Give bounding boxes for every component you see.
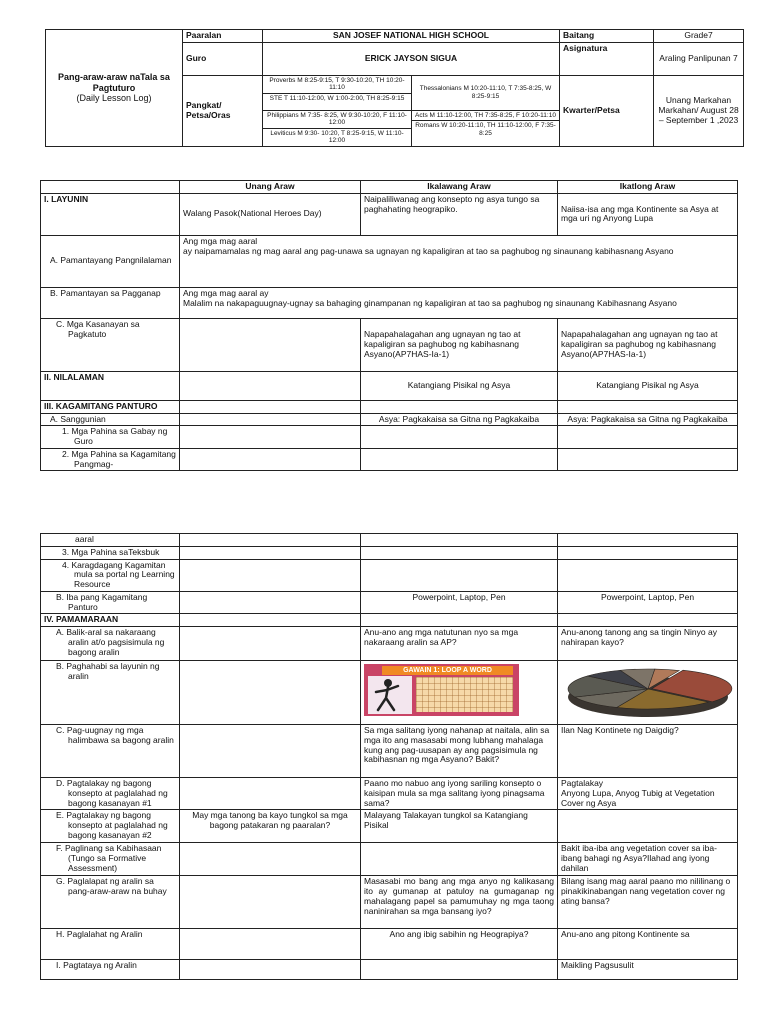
- pie-chart-image: [561, 662, 735, 720]
- pagtataya-d3: Maikling Pagsusulit: [558, 960, 738, 980]
- letter-grid: [416, 677, 513, 712]
- pagtalakay1-label-text: D. Pagtalakay ng bagong konsepto at paglalahad ng bagong kasanayan #1: [56, 778, 168, 808]
- teksbuk-d2: [361, 546, 558, 559]
- paghahabi-d2: [361, 661, 558, 725]
- pagtalakay1-label: [41, 778, 180, 810]
- paglalahat-label-text: H. Paglalahat ng Aralin: [56, 929, 143, 940]
- paglalahat-d2: Ano ang ibig sabihin ng Heograpiya?: [361, 929, 558, 960]
- nilalaman-d1: [180, 371, 361, 400]
- balik-aral-label: [41, 627, 180, 661]
- layunin-d2: Naipaliliwanag ang konsepto ng asya tungo sa paghahating heograpiko.: [361, 193, 558, 235]
- iba-pang-label: [41, 591, 180, 614]
- schedule-acts: Acts M 11:10-12:00, TH 7:35-8:25, F 10:20-11:10: [412, 111, 559, 121]
- pag-uugnay-d3: Ilan Nag Kontinete ng Daigdig?: [558, 725, 738, 778]
- schedule-proverbs-ste: [263, 75, 412, 110]
- layunin-d1: Walang Pasok(National Heroes Day): [180, 193, 361, 235]
- paglalahat-label: [41, 929, 180, 960]
- pagtalakay2-d1: May mga tanong ba kayo tungkol sa mga bagong patakaran ng paaralan?: [180, 810, 361, 843]
- sanggunian-d3: Asya: Pagkakaisa sa Gitna ng Pagkakaiba: [558, 413, 738, 426]
- kabihasaan-d1: [180, 843, 361, 876]
- aaral-d3: [558, 534, 738, 547]
- pamantayang-line2: ay naipamamalas ng mag aaral ang pag-unawa sa ugnayan ng kapaligiran at tao sa paghubog ng sinaunang kabihasnang Asyano: [183, 245, 674, 256]
- paaralan-label: Paaralan: [183, 30, 263, 43]
- kagamitan-label: III. KAGAMITANG PANTURO: [41, 400, 180, 413]
- iba-pang-label-text: B. Iba pang Kagamitang Panturo: [56, 591, 148, 612]
- dll-subtitle: (Daily Lesson Log): [76, 93, 152, 104]
- paghahabi-label: [41, 661, 180, 725]
- aaral-label: aaral: [41, 534, 180, 547]
- baitang-label: Baitang: [560, 30, 654, 43]
- schedule-philippians-leviticus: [263, 110, 412, 146]
- kabihasaan-label: [41, 843, 180, 876]
- loop-a-word-title: GAWAIN 1: LOOP A WORD: [382, 666, 513, 675]
- figure-icon: [368, 676, 412, 714]
- pagganap-line1: Ang mga mag aaral ay: [183, 287, 269, 298]
- kabihasaan-d3: Bakit iba-iba ang vegetation cover sa iba-ibang bahagi ng Asya?Ilahad ang iyong dahilan: [558, 843, 738, 876]
- kasanayan-d2: Napapahalagahan ang ugnayan ng tao at kapaligiran sa paghubog ng kabihasnang Asyano(AP7HAS-Ia-1): [361, 318, 558, 371]
- dll-title-cell: [46, 30, 183, 147]
- kasanayan-d1: [180, 318, 361, 371]
- iba-pang-d2: Powerpoint, Laptop, Pen: [361, 591, 558, 614]
- aaral-d2: [361, 534, 558, 547]
- pamantayang-label-text: A. Pamantayang Pangnilalaman: [50, 255, 172, 266]
- loop-a-word-image: [364, 664, 519, 716]
- pahina-guro-d1: [180, 426, 361, 449]
- pahina-guro-label: [41, 426, 180, 449]
- sanggunian-label-text: A. Sanggunian: [50, 413, 106, 424]
- pagtataya-label: [41, 960, 180, 980]
- pahina-kagamitan-label: [41, 448, 180, 471]
- schedule-leviticus: Leviticus M 9:30- 10:20, T 8:25-9:15, W 11:10-12:00: [270, 129, 404, 145]
- karagdagang-d1: [180, 559, 361, 591]
- col-ikatlong-araw: Ikatlong Araw: [558, 181, 738, 194]
- pamamaraan-label: IV. PAMAMARAAN: [41, 614, 180, 627]
- pagganap-content: [180, 287, 738, 318]
- paglalapat-label: [41, 876, 180, 929]
- pagtalakay1-d1: [180, 778, 361, 810]
- kagamitan-d1: [180, 400, 361, 413]
- kasanayan-label-text: C. Mga Kasanayan sa Pagkatuto: [56, 318, 140, 339]
- kagamitan-d2: [361, 400, 558, 413]
- schedule-thessalonians: Thessalonians M 10:20-11:10, T 7:35-8:25, W 8:25-9:15: [412, 75, 560, 110]
- paaralan-value: SAN JOSEF NATIONAL HIGH SCHOOL: [263, 30, 560, 43]
- kwarter-label: Kwarter/Petsa: [560, 75, 654, 146]
- pagtataya-d2: [361, 960, 558, 980]
- sanggunian-d1: [180, 413, 361, 426]
- pagganap-label: [41, 287, 180, 318]
- iba-pang-d3: Powerpoint, Laptop, Pen: [558, 591, 738, 614]
- asignatura-label: Asignatura: [560, 42, 654, 75]
- paglalapat-d3: Bilang isang mag aaral paano mo nililinang o pinakikinabangan nang vegetation cover ng ating bansa?: [558, 876, 738, 929]
- karagdagang-label: [41, 559, 180, 591]
- balik-aral-label-text: A. Balik-aral sa nakaraang aralin at/o pagsisimula ng bagong aralin: [56, 627, 165, 657]
- pag-uugnay-label-text: C. Pag-uugnay ng mga halimbawa sa bagong aralin: [56, 725, 174, 745]
- pahina-guro-d3: [558, 426, 738, 449]
- pamantayang-label: [41, 235, 180, 287]
- kwarter-value: Unang Markahan Markahan/ August 28 – September 1 ,2023: [654, 75, 744, 146]
- pagtalakay2-d2: Malayang Talakayan tungkol sa Katangiang Pisikal: [361, 810, 558, 843]
- asignatura-value: Araling Panlipunan 7: [654, 42, 744, 75]
- kasanayan-label: [41, 318, 180, 371]
- pagtalakay2-label: [41, 810, 180, 843]
- pamamaraan-d1: [180, 614, 361, 627]
- guro-value: ERICK JAYSON SIGUA: [263, 42, 560, 75]
- pangkat-label: Pangkat/ Petsa/Oras: [183, 75, 263, 146]
- pagtalakay1-d2: Paano mo nabuo ang iyong sariling konsepto o kaisipan mula sa mga salitang iyong pinagsama sama?: [361, 778, 558, 810]
- balik-aral-d3: Anu-anong tanong ang sa tingin Ninyo ay nahirapan kayo?: [558, 627, 738, 661]
- balik-aral-d2: Anu-ano ang mga natutunan nyo sa mga nakaraang aralin sa AP?: [361, 627, 558, 661]
- pamantayang-content: [180, 235, 738, 287]
- paghahabi-d1: [180, 661, 361, 725]
- balik-aral-d1: [180, 627, 361, 661]
- pahina-guro-d2: [361, 426, 558, 449]
- worksheet-figure-panel: [368, 676, 412, 714]
- pagtataya-d1: [180, 960, 361, 980]
- karagdagang-d2: [361, 559, 558, 591]
- pag-uugnay-d2: Sa mga salitang iyong nahanap at naitala, alin sa mga ito ang masasabi mong lubhang mahalaga kung ang pag-uusapan ay ang pagsisimula ng kabihasnan ng mga Asyano? Bakit?: [361, 725, 558, 778]
- paglalapat-label-text: G. Paglalapat ng aralin sa pang-araw-araw na buhay: [56, 876, 167, 897]
- aaral-d1: [180, 534, 361, 547]
- karagdagang-d3: [558, 559, 738, 591]
- pamamaraan-d2: [361, 614, 558, 627]
- kabihasaan-d2: [361, 843, 558, 876]
- schedule-philippians: Philippians M 7:35- 8:25, W 9:30-10:20, F 11:10-12:00: [263, 111, 411, 129]
- guro-label: Guro: [183, 42, 263, 75]
- pahina-kagamitan-d3: [558, 448, 738, 471]
- pagtalakay2-label-text: E. Pagtalakay ng bagong konsepto at paglalahad ng bagong kasanayan #2: [56, 810, 168, 840]
- pahina-guro-label-text: 1. Mga Pahina sa Gabay ng Guro: [62, 426, 168, 447]
- pagganap-label-text: B. Pamantayan sa Pagganap: [50, 287, 161, 298]
- baitang-value: Grade7: [654, 30, 744, 43]
- sanggunian-d2: Asya: Pagkakaisa sa Gitna ng Pagkakaiba: [361, 413, 558, 426]
- paglalapat-d1: [180, 876, 361, 929]
- dll-title: Pang-araw-araw naTala sa Pagtuturo: [58, 72, 170, 93]
- nilalaman-label: II. NILALAMAN: [41, 371, 180, 400]
- paglalahat-d3: Anu-ano ang pitong Kontinente sa: [558, 929, 738, 960]
- teksbuk-d3: [558, 546, 738, 559]
- pagtalakay1-d3-line1: Pagtalakay: [561, 778, 604, 789]
- col-unang-araw: Unang Araw: [180, 181, 361, 194]
- pag-uugnay-d1: [180, 725, 361, 778]
- schedule-acts-romans: [412, 110, 560, 146]
- schedule-proverbs: Proverbs M 8:25-9:15, T 9:30-10:20, TH 10:20-11:10: [263, 76, 411, 94]
- lesson-table-part2: [40, 533, 738, 980]
- paghahabi-label-text: B. Paghahabi sa layunin ng aralin: [56, 661, 160, 681]
- header-table: [45, 29, 744, 147]
- kasanayan-d3: Napapahalagahan ang ugnayan ng tao at kapaligiran sa paghubog ng kabihasnang Asyano(AP7HAS-Ia-1): [558, 318, 738, 371]
- teksbuk-d1: [180, 546, 361, 559]
- teksbuk-label-text: 3. Mga Pahina saTeksbuk: [62, 546, 160, 557]
- blank-header: [41, 181, 180, 194]
- schedule-ste: STE T 11:10-12:00, W 1:00-2:00, TH 8:25-9:15: [269, 94, 405, 102]
- layunin-d3: Naiisa-isa ang mga Kontinente sa Asya at mga uri ng Anyong Lupa: [558, 193, 738, 235]
- nilalaman-d2: Katangiang Pisikal ng Asya: [361, 371, 558, 400]
- schedule-romans: Romans W 10:20-11:10, TH 11:10-12:00, F 7:35-8:25: [415, 122, 556, 137]
- sanggunian-label: [41, 413, 180, 426]
- pahina-kagamitan-d1: [180, 448, 361, 471]
- lesson-table-part1: [40, 180, 738, 471]
- pagtalakay2-d3: [558, 810, 738, 843]
- pag-uugnay-label: [41, 725, 180, 778]
- paglalapat-d2: Masasabi mo bang ang mga anyo ng kalikasang ito ay gumanap at patuloy na gumaganap ng mahalagang papel sa pamumuhay ng mga taong naninirahan sa mga bansang iyo?: [361, 876, 558, 929]
- kagamitan-d3: [558, 400, 738, 413]
- pagganap-line2: Malalim na nakapaguugnay-ugnay sa bahaging ginampanan ng kapaligiran at tao sa paghubog ng sinaunang Kabihasnang Asyano: [183, 297, 677, 308]
- pamantayang-line1: Ang mga mag aaral: [183, 235, 258, 246]
- pahina-kagamitan-d2: [361, 448, 558, 471]
- layunin-label: I. LAYUNIN: [41, 193, 180, 235]
- col-ikalawang-araw: Ikalawang Araw: [361, 181, 558, 194]
- pagtalakay1-d3: [558, 778, 738, 810]
- paghahabi-d3: [558, 661, 738, 725]
- paglalahat-d1: [180, 929, 361, 960]
- pagtalakay1-d3-line2: Anyong Lupa, Anyog Tubig at Vegetation Cover ng Asya: [561, 787, 715, 808]
- pahina-kagamitan-label-text: 2. Mga Pahina sa Kagamitang Pangmag-: [62, 448, 176, 469]
- teksbuk-label: [41, 546, 180, 559]
- kabihasaan-label-text: F. Paglinang sa Kabihasaan (Tungo sa Formative Assessment): [56, 843, 162, 873]
- pagtataya-label-text: I. Pagtataya ng Aralin: [56, 960, 137, 971]
- karagdagang-label-text: 4. Karagdagang Kagamitan mula sa portal ng Learning Resource: [62, 559, 175, 590]
- iba-pang-d1: [180, 591, 361, 614]
- nilalaman-d3: Katangiang Pisikal ng Asya: [558, 371, 738, 400]
- pamamaraan-d3: [558, 614, 738, 627]
